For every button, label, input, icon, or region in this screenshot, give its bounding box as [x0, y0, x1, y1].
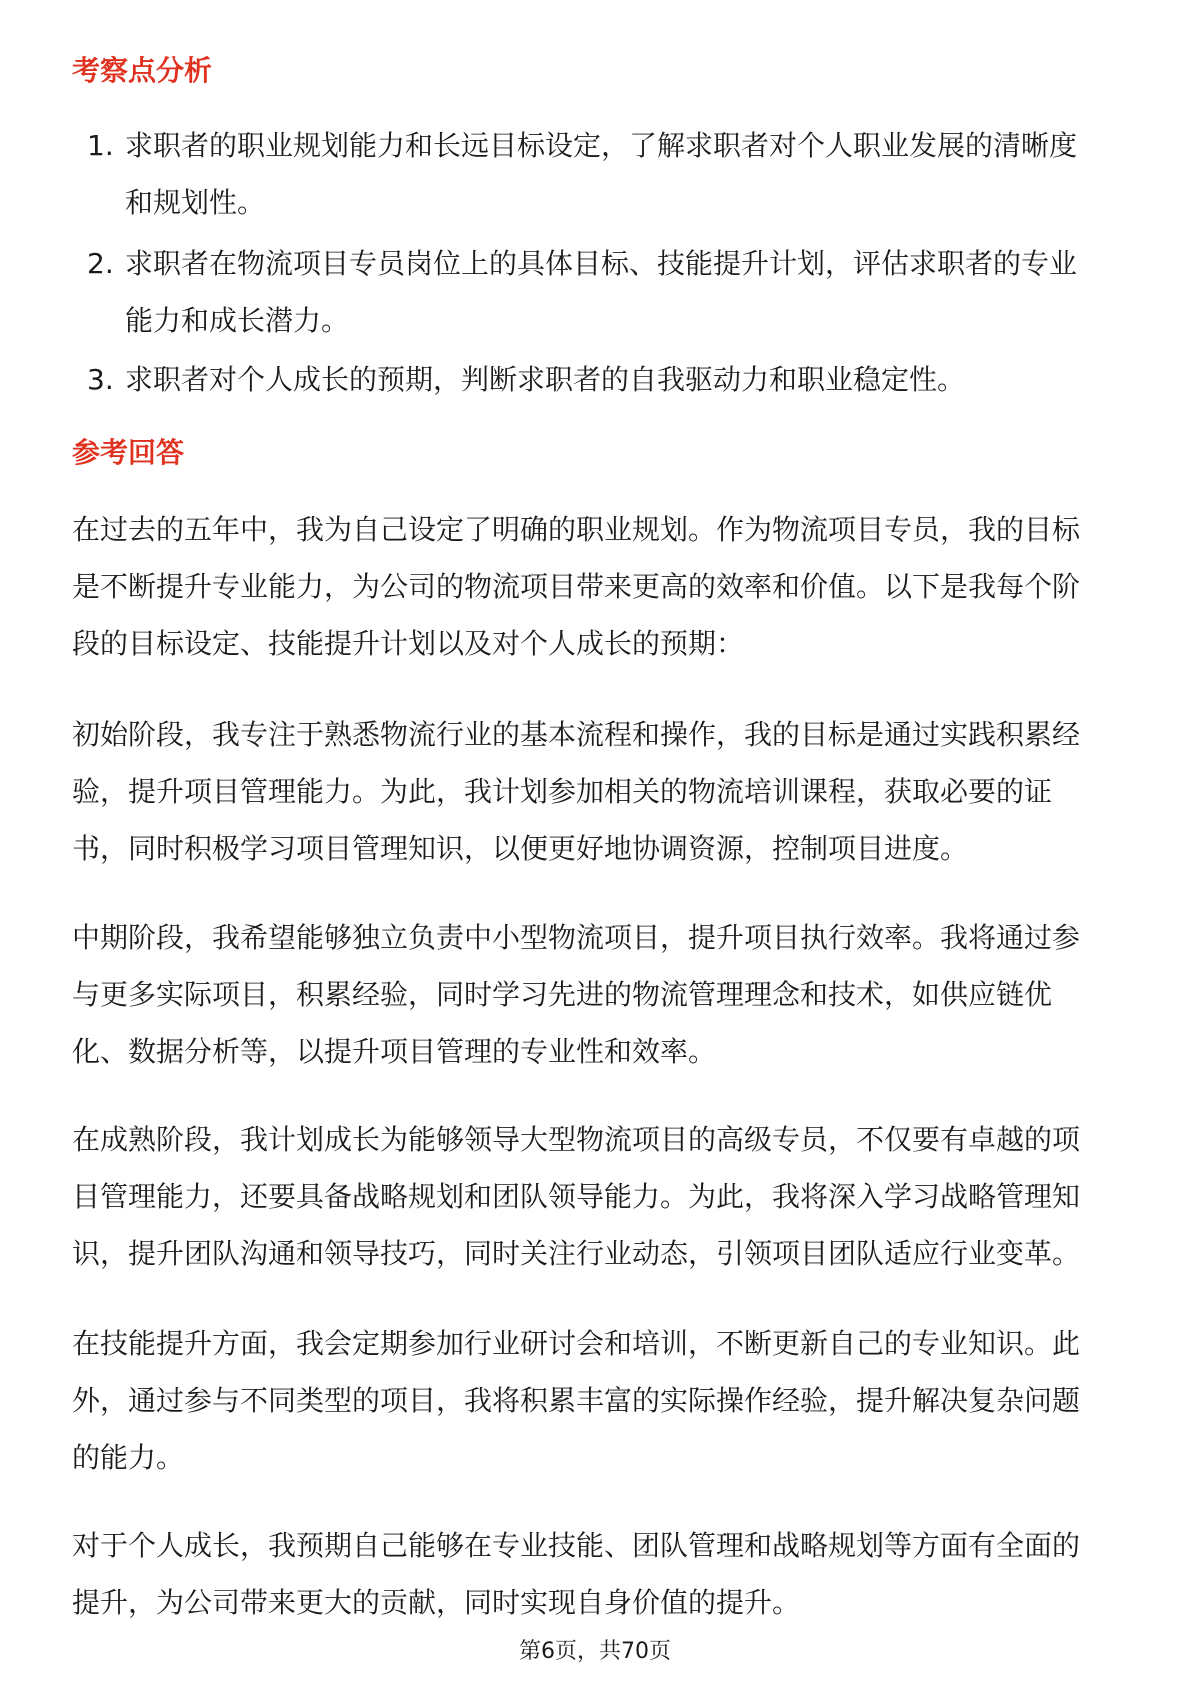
- list-item-line: 和规划性。: [125, 186, 266, 219]
- paragraph-line: 对于个人成长，我预期自己能够在专业技能、团队管理和战略规划等方面有全面的: [72, 1529, 1081, 1562]
- list-item-line: 求职者的职业规划能力和长远目标设定，了解求职者对个人职业发展的清晰度: [125, 129, 1078, 162]
- list-number: 1.: [87, 129, 114, 162]
- list-item-line: 求职者在物流项目专员岗位上的具体目标、技能提升计划，评估求职者的专业: [125, 247, 1078, 280]
- paragraph-line: 段的目标设定、技能提升计划以及对个人成长的预期：: [72, 627, 745, 660]
- paragraph-line: 提升，为公司带来更大的贡献，同时实现自身价值的提升。: [72, 1586, 801, 1619]
- paragraph-line: 识，提升团队沟通和领导技巧，同时关注行业动态，引领项目团队适应行业变革。: [72, 1237, 1081, 1270]
- list-item-line: 求职者对个人成长的预期，判断求职者的自我驱动力和职业稳定性。: [125, 363, 966, 396]
- paragraph-line: 在成熟阶段，我计划成长为能够领导大型物流项目的高级专员，不仅要有卓越的项: [72, 1123, 1081, 1156]
- answer-paragraph: [72, 501, 1122, 672]
- paragraph-line: 验，提升项目管理能力。为此，我计划参加相关的物流培训课程，获取必要的证: [72, 775, 1053, 808]
- list-number: 2.: [87, 247, 114, 280]
- paragraph-line: 化、数据分析等，以提升项目管理的专业性和效率。: [72, 1035, 717, 1068]
- list-number: 3.: [87, 363, 114, 396]
- paragraph-line: 在技能提升方面，我会定期参加行业研讨会和培训，不断更新自己的专业知识。此: [72, 1327, 1081, 1360]
- answer-paragraph: [72, 1315, 1122, 1486]
- answer-paragraph: [72, 1517, 1122, 1631]
- paragraph-line: 的能力。: [72, 1441, 185, 1474]
- paragraph-line: 初始阶段，我专注于熟悉物流行业的基本流程和操作，我的目标是通过实践积累经: [72, 718, 1081, 751]
- list-item-line: 能力和成长潜力。: [125, 304, 350, 337]
- section-title-analysis: 考察点分析: [72, 54, 213, 87]
- page-number: 第6页，共70页: [519, 1639, 671, 1664]
- paragraph-line: 书，同时积极学习项目管理知识，以便更好地协调资源，控制项目进度。: [72, 832, 969, 865]
- paragraph-line: 中期阶段，我希望能够独立负责中小型物流项目，提升项目执行效率。我将通过参: [72, 921, 1081, 954]
- paragraph-line: 与更多实际项目，积累经验，同时学习先进的物流管理理念和技术，如供应链优: [72, 978, 1053, 1011]
- answer-paragraph: [72, 706, 1122, 877]
- paragraph-line: 外，通过参与不同类型的项目，我将积累丰富的实际操作经验，提升解决复杂问题: [72, 1384, 1081, 1417]
- answer-paragraph: [72, 1111, 1122, 1282]
- paragraph-line: 是不断提升专业能力，为公司的物流项目带来更高的效率和价值。以下是我每个阶: [72, 570, 1081, 603]
- answer-paragraph: [72, 909, 1122, 1080]
- paragraph-line: 在过去的五年中，我为自己设定了明确的职业规划。作为物流项目专员，我的目标: [72, 513, 1081, 546]
- paragraph-line: 目管理能力，还要具备战略规划和团队领导能力。为此，我将深入学习战略管理知: [72, 1180, 1081, 1213]
- section-title-answer: 参考回答: [72, 436, 185, 469]
